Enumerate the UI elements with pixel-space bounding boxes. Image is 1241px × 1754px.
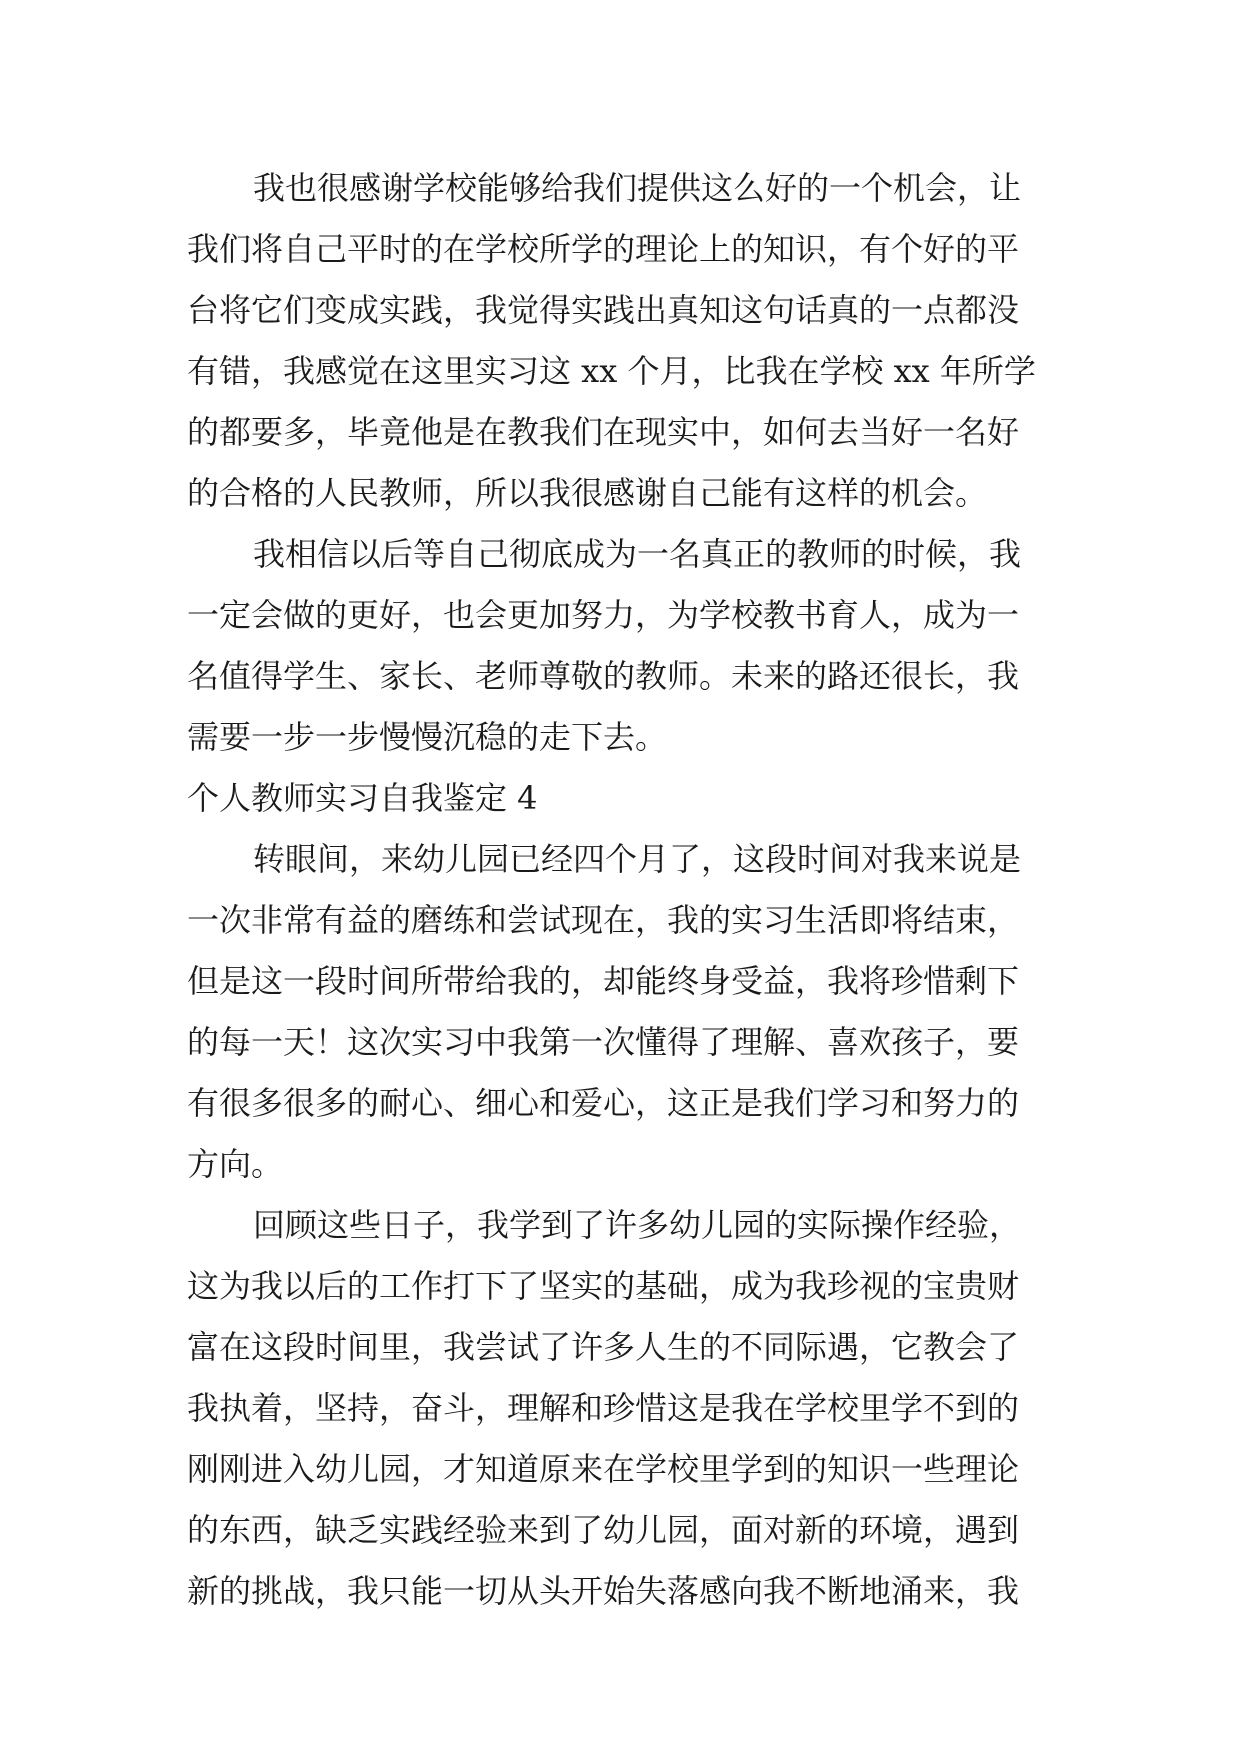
text-line: 需要一步一步慢慢沉稳的走下去。 — [187, 718, 668, 756]
paragraph — [187, 1195, 1047, 1622]
text-line: 我也很感谢学校能够给我们提供这么好的一个机会，让 — [253, 169, 1022, 207]
text-line: 我执着，坚持，奋斗，理解和珍惜这是我在学校里学不到的 — [187, 1389, 1020, 1427]
paragraph — [187, 158, 1047, 524]
text-line: 但是这一段时间所带给我的，却能终身受益，我将珍惜剩下 — [187, 962, 1020, 1000]
text-line: 一次非常有益的磨练和尝试现在，我的实习生活即将结束， — [187, 901, 1020, 939]
text-line: 回顾这些日子，我学到了许多幼儿园的实际操作经验， — [253, 1206, 1022, 1244]
text-line: 富在这段时间里，我尝试了许多人生的不同际遇，它教会了 — [187, 1328, 1020, 1366]
text-line: 转眼间，来幼儿园已经四个月了，这段时间对我来说是 — [253, 840, 1022, 878]
text-line: 方向。 — [187, 1145, 284, 1183]
paragraph — [187, 524, 1047, 768]
text-line: 刚刚进入幼儿园，才知道原来在学校里学到的知识一些理论 — [187, 1450, 1020, 1488]
text-line: 有很多很多的耐心、细心和爱心，这正是我们学习和努力的 — [187, 1084, 1020, 1122]
text-line: 我们将自己平时的在学校所学的理论上的知识，有个好的平 — [187, 230, 1020, 268]
text-line: 台将它们变成实践，我觉得实践出真知这句话真的一点都没 — [187, 291, 1020, 329]
text-line: 有错，我感觉在这里实习这 xx 个月，比我在学校 xx 年所学 — [187, 352, 1036, 390]
text-line: 的东西，缺乏实践经验来到了幼儿园，面对新的环境，遇到 — [187, 1511, 1020, 1549]
text-line: 我相信以后等自己彻底成为一名真正的教师的时候，我 — [253, 535, 1022, 573]
document-body — [187, 158, 1047, 1622]
text-line: 的合格的人民教师，所以我很感谢自己能有这样的机会。 — [187, 474, 988, 512]
text-line: 新的挑战，我只能一切从头开始失落感向我不断地涌来，我 — [187, 1572, 1020, 1610]
section-heading: 个人教师实习自我鉴定 4 — [187, 779, 538, 817]
text-line: 一定会做的更好，也会更加努力，为学校教书育人，成为一 — [187, 596, 1020, 634]
text-line: 这为我以后的工作打下了坚实的基础，成为我珍视的宝贵财 — [187, 1267, 1020, 1305]
paragraph — [187, 829, 1047, 1195]
text-line: 名值得学生、家长、老师尊敬的教师。未来的路还很长，我 — [187, 657, 1020, 695]
text-line: 的都要多，毕竟他是在教我们在现实中，如何去当好一名好 — [187, 413, 1020, 451]
text-line: 的每一天！这次实习中我第一次懂得了理解、喜欢孩子，要 — [187, 1023, 1020, 1061]
